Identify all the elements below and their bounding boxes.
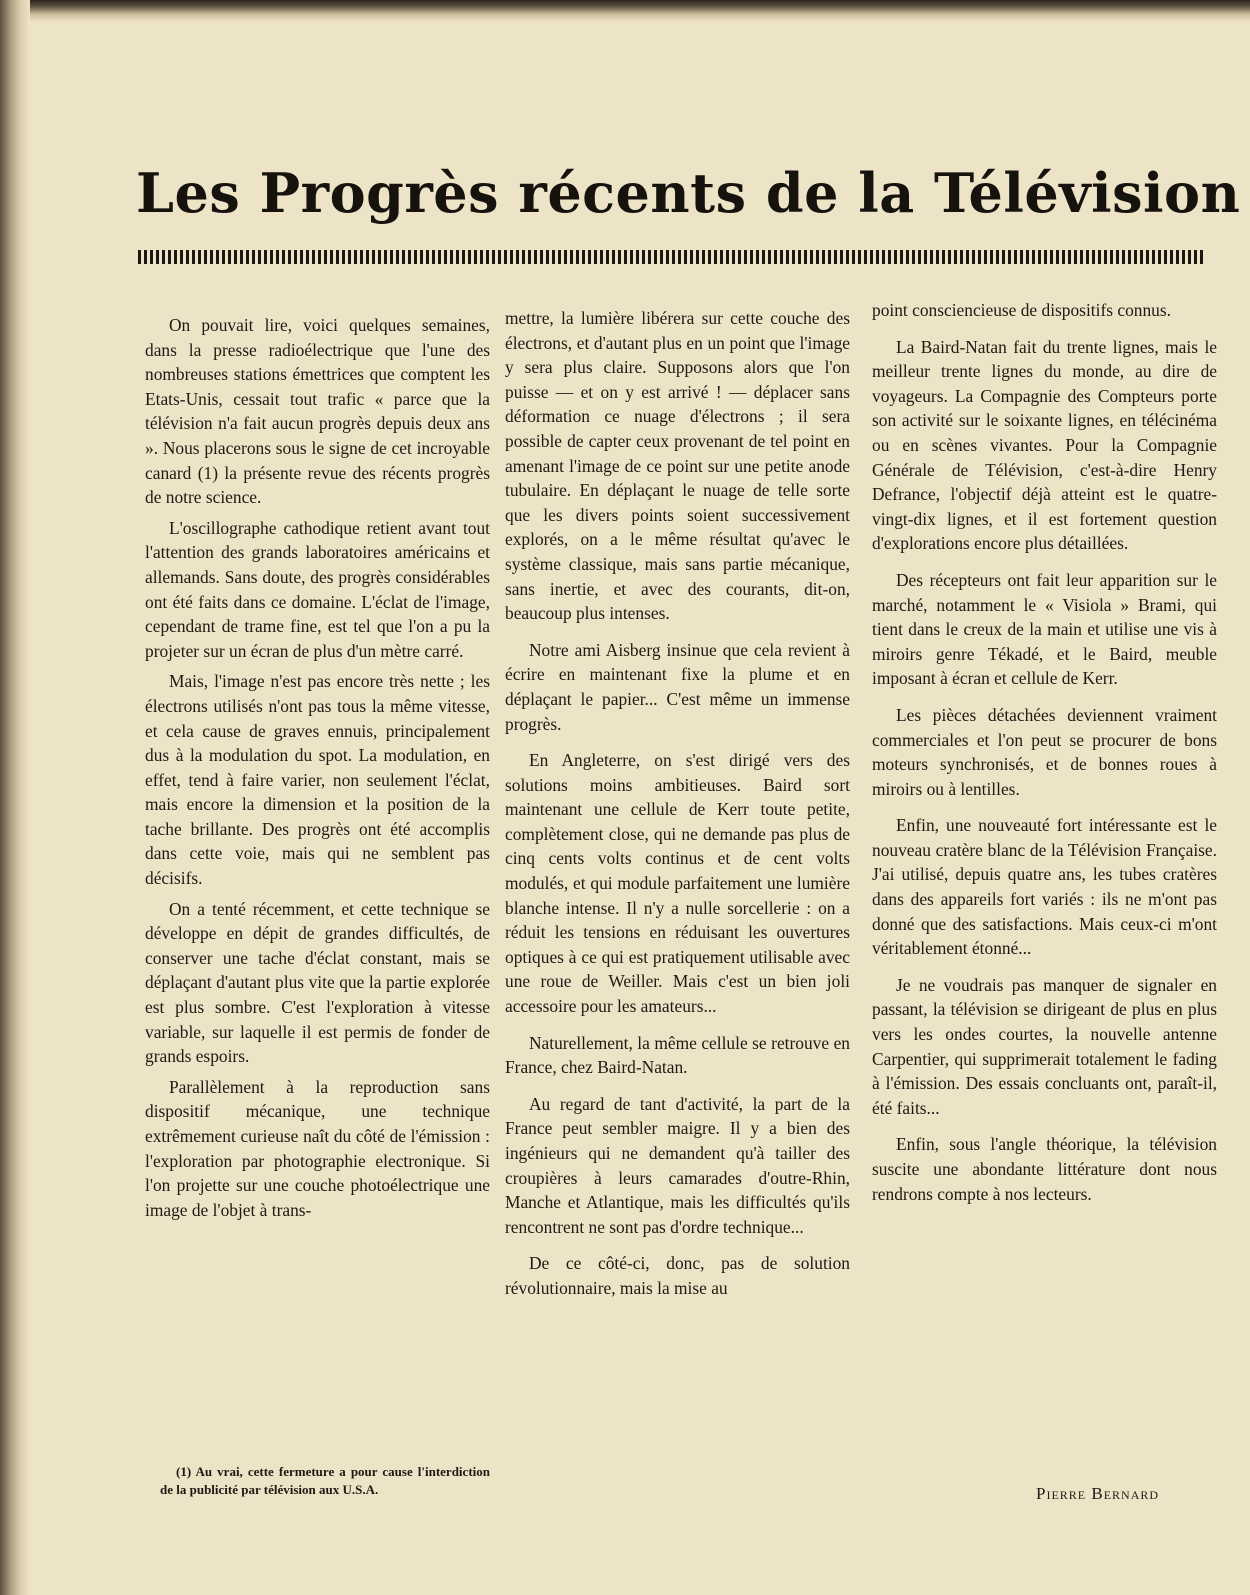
article-column-1 (145, 313, 490, 1228)
author-signature: Pierre Bernard (1036, 1484, 1160, 1503)
title-decorative-rule (138, 250, 1205, 264)
paragraph: Au regard de tant d'activité, la part de la France peut sembler maigre. Il y a bien des ingénieurs qui ne demandent qu'à tailler des croupières à leurs camarades d'outre-Rhin, Manche et Atlantique, mais les difficultés qu'ils rencontrent ne sont pas d'ordre technique... (505, 1093, 850, 1237)
article-title: Les Progrès récents de la Télévision (136, 161, 1241, 225)
paragraph: Mais, l'image n'est pas encore très nette ; les électrons utilisés n'ont pas tous la même vitesse, et cela cause de graves ennuis, principalement dus à la modulation du spot. La modulation, en effet, tend à faire varier, non seulement l'éclat, mais encore la dimension et la position de la tache brillante. Des progrès ont été accomplis dans cette voie, mais qui ne semblent pas décisifs. (145, 671, 490, 889)
paragraph: On a tenté récemment, et cette technique se développe en dépit de grandes difficultés, de conserver une tache d'éclat constant, mais se déplaçant d'autant plus vite que la partie explorée est plus sombre. C'est l'exploration à vitesse variable, sur laquelle il est permis de fonder de grands espoirs. (145, 898, 490, 1067)
article-column-3 (872, 298, 1217, 1212)
paragraph: De ce côté-ci, donc, pas de solution révolutionnaire, mais la mise au (505, 1253, 850, 1298)
paragraph: On pouvait lire, voici quelques semaines, dans la presse radioélectrique que l'une des nombreuses stations émettrices que comptent les Etats-Unis, cessait tout trafic « parce que la télévision n'a fait aucun progrès depuis deux ans ». Nous placerons sous le signe de cet incroyable canard (1) la présente revue des récents progrès de notre science. (145, 315, 490, 508)
paragraph: Notre ami Aisberg insinue que cela revient à écrire en maintenant fixe la plume et en déplaçant le papier... C'est même un immense progrès. (505, 639, 850, 734)
paragraph: Naturellement, la même cellule se retrouve en France, chez Baird-Natan. (505, 1032, 850, 1078)
page-top-edge (0, 0, 1250, 22)
paragraph: Enfin, sous l'angle théorique, la télévision suscite une abondante littérature dont nous rendrons compte à nos lecteurs. (872, 1134, 1217, 1204)
page-binding-edge (0, 0, 30, 1595)
paragraph: point consciencieuse de dispositifs connus. (872, 300, 1171, 320)
paragraph: Les pièces détachées deviennent vraiment commerciales et l'on peut se procurer de bons moteurs synchronisés, et de bonnes roues à miroirs ou à lentilles. (872, 704, 1217, 799)
footnote: (1) Au vrai, cette fermeture a pour cause l'interdiction de la publicité par télévision aux U.S.A. (160, 1464, 490, 1497)
article-column-2 (505, 306, 850, 1307)
paragraph: L'oscillographe cathodique retient avant tout l'attention des grands laboratoires américains et allemands. Sans doute, des progrès considérables ont été faits dans ce domaine. L'éclat de l'image, cependant de trame fine, est tel que l'on a pu la projeter sur un écran de plus d'un mètre carré. (145, 517, 490, 661)
paragraph: En Angleterre, on s'est dirigé vers des solutions moins ambitieuses. Baird sort maintenant une cellule de Kerr toute petite, complètement close, qui ne demande pas plus de cinq cents volts continus et de cent volts modulés, et qui module parfaitement une lumière blanche intense. Il n'y a nulle sorcellerie : on a réduit les tensions en réduisant les ouvertures optiques à ce qui est pratiquement utilisable avec une roue de Weiller. Mais c'est un bien joli accessoire pour les amateurs... (505, 750, 850, 1017)
paragraph: Des récepteurs ont fait leur apparition sur le marché, notamment le « Visiola » Brami, qui tient dans le creux de la main et utilise une vis à miroirs genre Tékadé, et le Baird, meuble imposant à écran et cellule de Kerr. (872, 569, 1217, 689)
paragraph: Je ne voudrais pas manquer de signaler en passant, la télévision se dirigeant de plus en plus vers les ondes courtes, la nouvelle antenne Carpentier, qui supprimerait totalement le fading à l'émission. Des essais concluants ont, paraît-il, été faits... (872, 974, 1217, 1118)
paragraph: Parallèlement à la reproduction sans dispositif mécanique, une technique extrêmement curieuse naît du côté de l'émission : l'exploration par photographie electronique. Si l'on projette sur une couche photoélectrique une image de l'objet à trans- (145, 1076, 490, 1220)
paragraph: mettre, la lumière libérera sur cette couche des électrons, et d'autant plus en un point que l'image y sera plus claire. Supposons alors que l'on puisse — et on y est arrivé ! — déplacer sans déformation ce nuage d'électrons ; il sera possible de capter ceux provenant de tel point en amenant l'image de ce point sur une petite anode tubulaire. En déplaçant le nuage de telle sorte que les divers points soient successivement explorés, on a le même résultat qu'avec le système classique, mais sans partie mécanique, sans inertie, et avec des courants, dit-on, beaucoup plus intenses. (505, 308, 850, 624)
paragraph: La Baird-Natan fait du trente lignes, mais le meilleur trente lignes du monde, au dire de voyageurs. La Compagnie des Compteurs porte son activité sur le soixante lignes, en télécinéma ou en scènes vivantes. Pour la Compagnie Générale de Télévision, c'est-à-dire Henry Defrance, l'objectif déjà atteint est le quatre-vingt-dix lignes, et il est fortement question d'explorations encore plus détaillées. (872, 336, 1217, 554)
paragraph: Enfin, une nouveauté fort intéressante est le nouveau cratère blanc de la Télévision Française. J'ai utilisé, depuis quatre ans, les tubes cratères dans des appareils fort variés : ils ne m'ont pas donné que des satisfactions. Mais ceux-ci m'ont véritablement étonné... (872, 815, 1217, 959)
